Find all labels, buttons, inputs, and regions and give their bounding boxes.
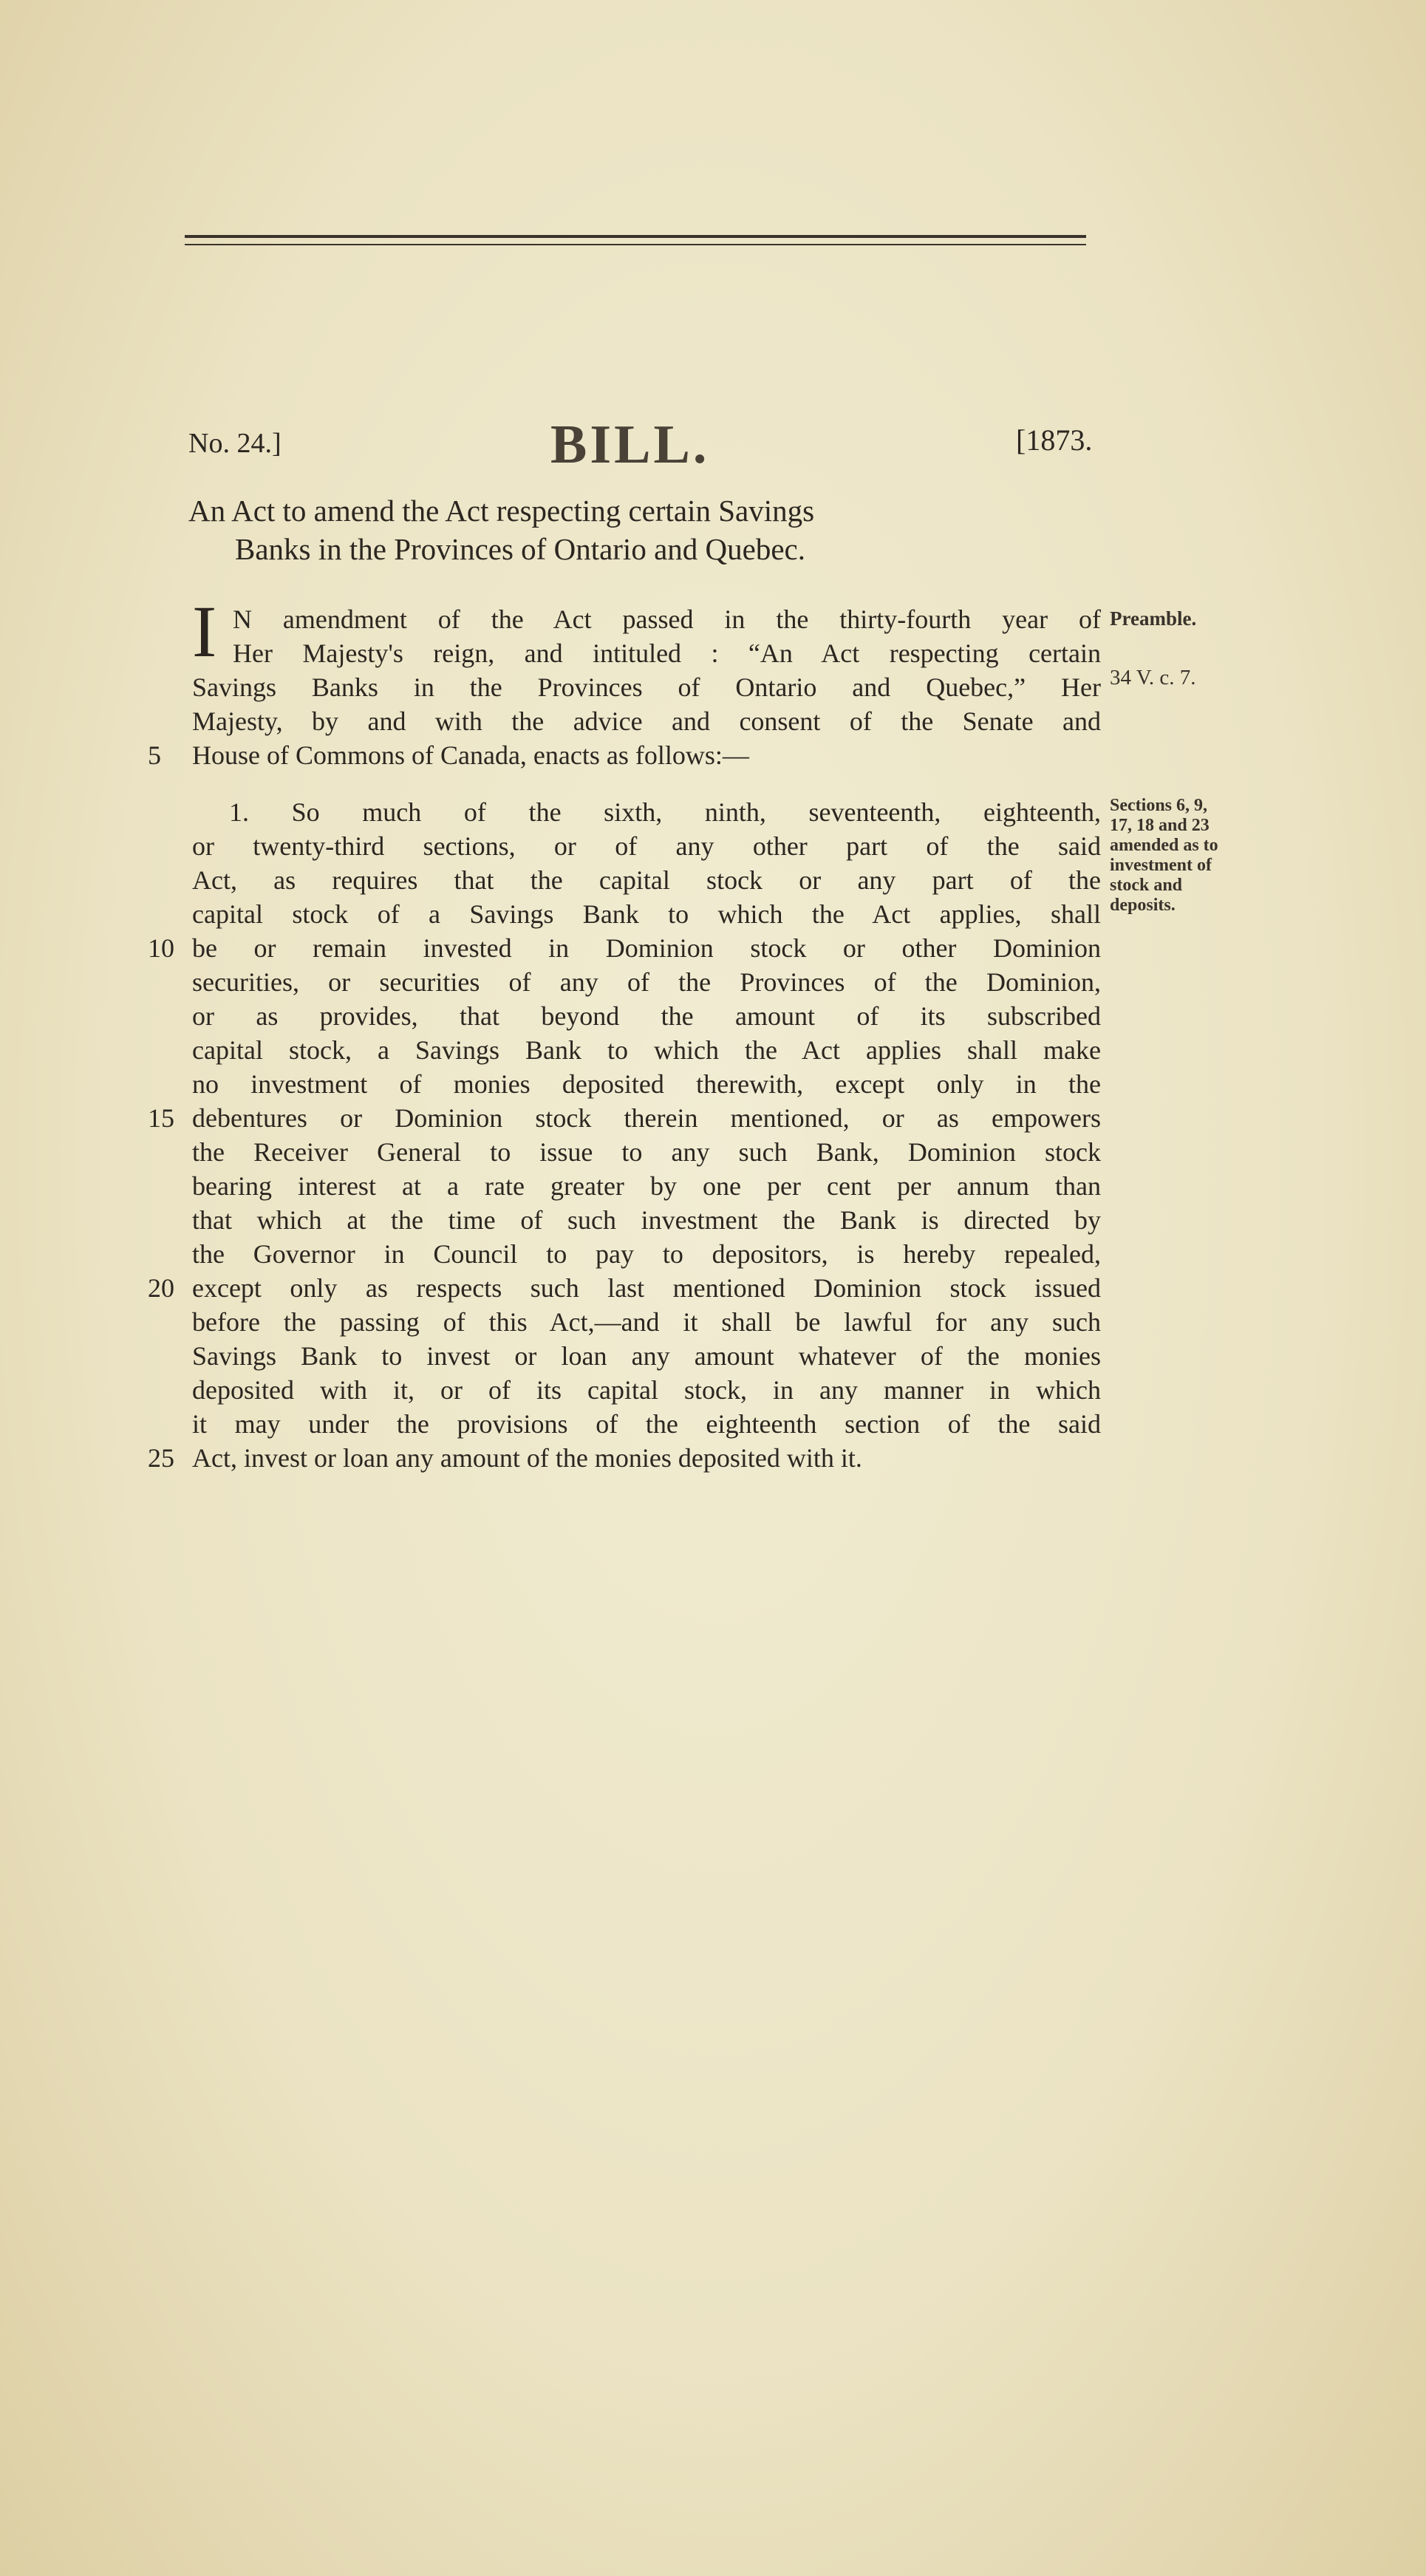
marginal-note-line: Sections 6, 9, [1110,796,1207,815]
bill-year: [1873. [1016,423,1093,457]
preamble-line: House of Commons of Canada, enacts as follows:— [192,740,749,770]
bill-title: BILL. [550,415,710,475]
section-1-line: except only as respects such last mentioned Dominion stock issued [192,1273,1101,1303]
marginal-note-line: deposits. [1110,896,1176,915]
section-1-line: Act, as requires that the capital stock or any part of the [192,865,1101,895]
line-number: 15 [148,1103,174,1133]
section-1-line: be or remain invested in Dominion stock or other Dominion [192,933,1101,963]
line-number: 20 [148,1273,174,1303]
section-1-line: bearing interest at a rate greater by one per cent per annum than [192,1171,1101,1201]
section-1-line: debentures or Dominion stock therein mentioned, or as empowers [192,1103,1101,1133]
section-1-line: Savings Bank to invest or loan any amount whatever of the monies [192,1341,1101,1371]
section-1-line: the Receiver General to issue to any such Bank, Dominion stock [192,1137,1101,1167]
marginal-note-sections [1110,796,1265,916]
preamble-line: Savings Banks in the Provinces of Ontario and Quebec,” Her [192,672,1101,702]
marginal-note-line: 17, 18 and 23 [1110,816,1210,835]
marginal-note-line: stock and [1110,876,1183,895]
marginal-note-line: amended as to [1110,836,1218,855]
section-1-line: Act, invest or loan any amount of the monies deposited with it. [192,1443,862,1473]
section-1-line: 1. So much of the sixth, ninth, seventeenth, eighteenth, [229,797,1101,827]
section-1-line: capital stock of a Savings Bank to which the Act applies, shall [192,899,1101,929]
section-1-line: the Governor in Council to pay to depositors, is hereby repealed, [192,1239,1101,1269]
preamble-line: Majesty, by and with the advice and consent of the Senate and [192,706,1101,736]
section-1-line: no investment of monies deposited therewith, except only in the [192,1069,1101,1099]
section-1-line: it may under the provisions of the eighteenth section of the said [192,1409,1101,1439]
act-title-line-2: Banks in the Provinces of Ontario and Quebec. [235,532,805,566]
preamble-line: Her Majesty's reign, and intituled : “An Act respecting certain [233,638,1101,668]
drop-cap: I [192,590,217,672]
act-title [188,491,1097,568]
section-1-line: or as provides, that beyond the amount of its subscribed [192,1001,1101,1031]
section-1-line: securities, or securities of any of the Provinces of the Dominion, [192,967,1101,997]
line-number: 10 [148,933,174,963]
act-title-line-1: An Act to amend the Act respecting certain Savings [188,494,815,528]
line-number: 5 [148,740,161,770]
marginal-note-line: investment of [1110,856,1212,875]
line-number: 25 [148,1443,174,1473]
marginal-note-citation: 34 V. c. 7. [1110,666,1196,689]
top-rule-thin [185,244,1086,245]
preamble-line: N amendment of the Act passed in the thirty-fourth year of [233,604,1101,634]
section-1-line: or twenty-third sections, or of any other part of the said [192,831,1101,861]
section-1-line: before the passing of this Act,—and it shall be lawful for any such [192,1307,1101,1337]
bill-header [0,414,1426,475]
section-1-line: that which at the time of such investment the Bank is directed by [192,1205,1101,1235]
section-1-line: capital stock, a Savings Bank to which the Act applies shall make [192,1035,1101,1065]
section-1-line: deposited with it, or of its capital stock, in any manner in which [192,1375,1101,1405]
marginal-note-preamble: Preamble. [1110,607,1197,630]
top-rule [185,235,1086,238]
bill-number: No. 24.] [188,428,282,459]
